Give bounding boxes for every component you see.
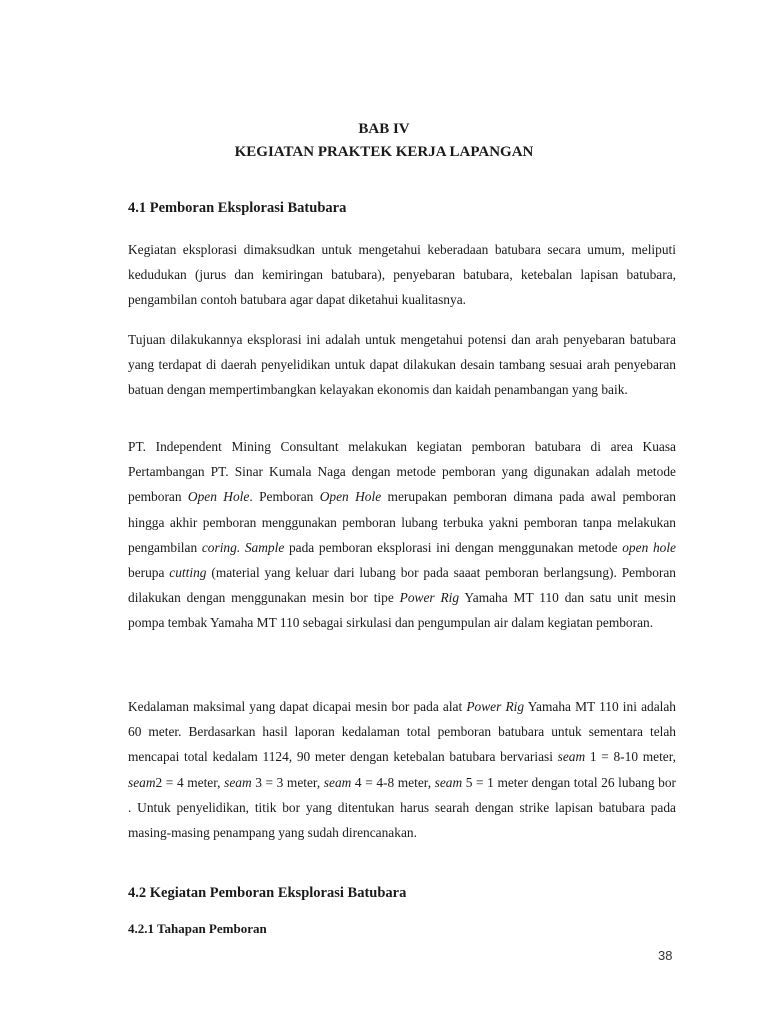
text-run: 4 = 4-8 meter, [351,774,435,790]
text-run: Kedalaman maksimal yang dapat dicapai mesin bor pada alat [128,699,467,714]
text-run: berupa [128,565,170,581]
text-run: 2 = 4 meter, [155,774,225,790]
italic-term: Open Hole [319,489,382,505]
text-run: merupakan pemboran dimana pada awal pemboran hingga akhir pemboran menggunakan pemboran lubang terbuka yakni pemboran tanpa melakukan pengambilan [128,489,676,555]
text-run: 1 = 8-10 meter, [585,749,677,765]
italic-term: seam [434,774,463,790]
chapter-title: KEGIATAN PRAKTEK KERJA LAPANGAN [234,144,534,160]
section-heading-4-2: 4.2 Kegiatan Pemboran Eksplorasi Batubara [128,885,407,901]
section-heading-4-1: 4.1 Pemboran Eksplorasi Batubara [128,200,347,216]
italic-term: Power Rig [466,699,525,714]
text-run: pada pemboran eksplorasi ini dengan menggunakan metode [284,539,623,555]
italic-term: Open Hole [187,489,250,505]
subsection-heading-4-2-1: 4.2.1 Tahapan Pemboran [128,921,267,936]
page-number: 38 [658,948,673,963]
paragraph-1: Kegiatan eksplorasi dimaksudkan untuk mengetahui keberadaan batubara secara umum, meliputi kedudukan (jurus dan kemiringan batubara), penyebaran batubara, ketebalan lapisan batubara, pengambilan contoh batubara agar dapat diketahui kualitasnya. [128,242,676,308]
text-run: 5 = 1 meter dengan total 26 lubang bor . Untuk penyelidikan, titik bor yang ditentukan harus searah dengan strike lapisan batubara pada masing-masing penampang yang sudah direncanakan. [128,774,676,841]
italic-term: cutting [169,565,207,581]
italic-term: seam [323,774,352,790]
italic-term: seam [128,774,156,790]
text-run: Yamaha MT 110 dan satu unit mesin pompa tembak Yamaha MT 110 sebagai sirkulasi dan pengumpulan air dalam kegiatan pemboran. [128,590,676,631]
italic-term: coring. Sample [201,539,285,555]
italic-term: Power Rig [399,590,460,606]
text-run: . Pemboran [249,489,320,505]
text-run: 3 = 3 meter, [251,774,324,790]
paragraph-4 [128,694,676,845]
italic-term: seam [557,749,586,765]
chapter-heading [0,118,768,164]
text-run: PT. Independent Mining Consultant melakukan kegiatan pemboran batubara di area Kuasa Pertambangan PT. Sinar Kumala Naga dengan metode pemboran yang digunakan adalah metode pemboran [128,439,676,505]
chapter-number: BAB IV [358,121,410,137]
paragraph-3 [128,434,676,636]
paragraph-2: Tujuan dilakukannya eksplorasi ini adalah untuk mengetahui potensi dan arah penyebaran batubara yang terdapat di daerah penyelidikan untuk dapat dilakukan desain tambang sesuai arah penyebaran batuan dengan mempertimbangkan kelayakan ekonomis dan kaidah penambangan yang baik. [128,332,676,398]
text-run: Yamaha MT 110 ini adalah 60 meter. Berdasarkan hasil laporan kedalaman total pemboran batubara untuk sementara telah mencapai total kedalam 1124, 90 meter dengan ketebalan batubara bervariasi [128,699,677,765]
italic-term: open hole [622,539,677,555]
italic-term: seam [224,774,252,790]
text-run: (material yang keluar dari lubang bor pada saaat pemboran berlangsung). Pemboran dilakukan dengan menggunakan mesin bor tipe [128,565,676,606]
